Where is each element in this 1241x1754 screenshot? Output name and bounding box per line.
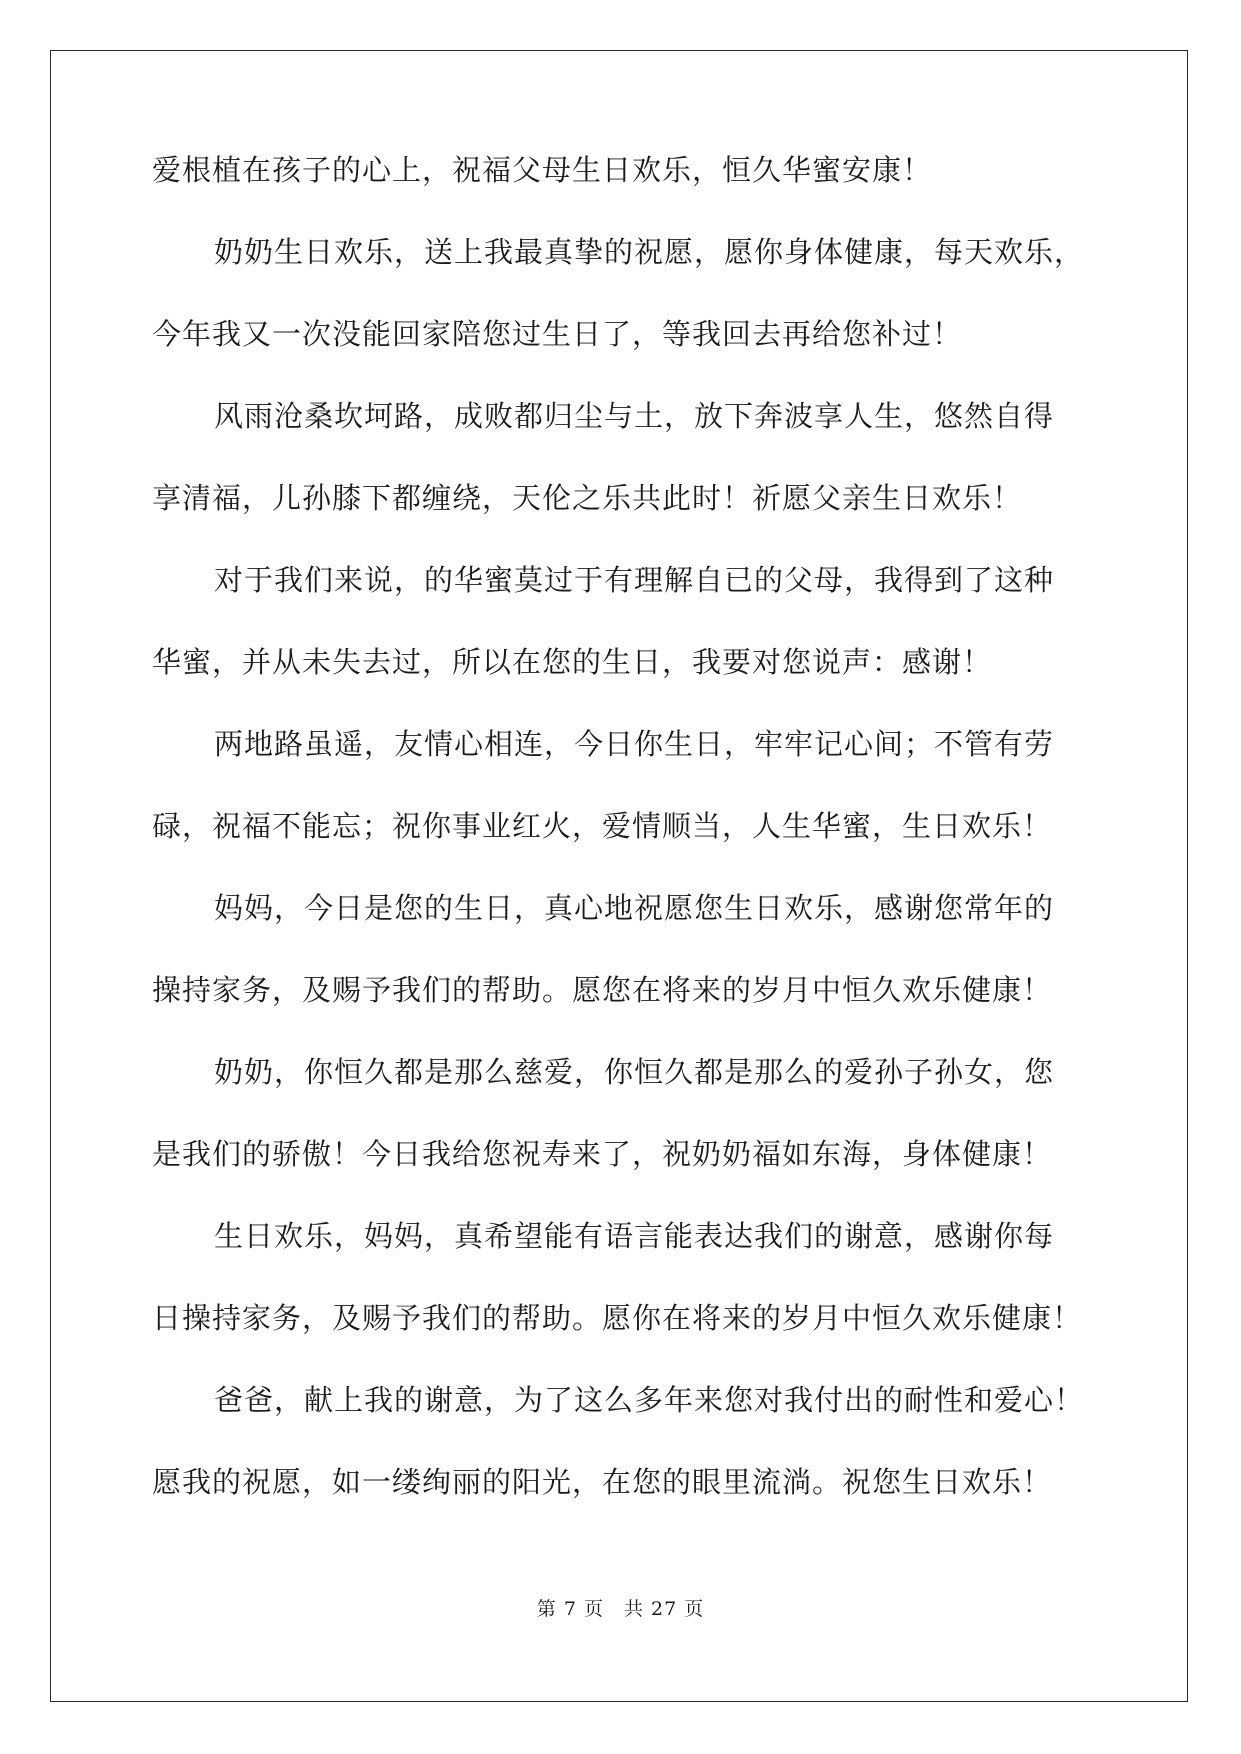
text-line: 华蜜，并从未失去过，所以在您的生日，我要对您说声：感谢！ <box>152 645 993 679</box>
paragraph-continuation <box>152 129 1102 211</box>
paragraph <box>152 375 1102 539</box>
text-line: 今年我又一次没能回家陪您过生日了，等我回去再给您补过！ <box>152 317 963 351</box>
text-line: 风雨沧桑坎坷路，成败都归尘与土，放下奔波享人生，悠然自得 <box>214 399 1055 433</box>
paragraph <box>152 211 1102 375</box>
paragraph <box>152 1359 1102 1523</box>
text-line: 生日欢乐，妈妈，真希望能有语言能表达我们的谢意，感谢你每 <box>214 1219 1055 1253</box>
paragraph <box>152 1195 1102 1359</box>
document-body <box>152 153 1102 1523</box>
text-line: 愿我的祝愿，如一缕绚丽的阳光，在您的眼里流淌。祝您生日欢乐！ <box>152 1465 1053 1499</box>
text-line: 日操持家务，及赐予我们的帮助。愿你在将来的岁月中恒久欢乐健康！ <box>152 1301 1083 1335</box>
paragraph <box>152 1031 1102 1195</box>
text-line: 爸爸，献上我的谢意，为了这么多年来您对我付出的耐性和爱心！ <box>214 1383 1085 1417</box>
paragraph <box>152 539 1102 703</box>
text-line: 享清福，儿孙膝下都缠绕，天伦之乐共此时！祈愿父亲生日欢乐！ <box>152 481 1023 515</box>
text-line: 两地路虽遥，友情心相连，今日你生日，牢牢记心间；不管有劳 <box>214 727 1055 761</box>
text-line: 碌，祝福不能忘；祝你事业红火，爱情顺当，人生华蜜，生日欢乐！ <box>152 809 1053 843</box>
text-line: 妈妈，今日是您的生日，真心地祝愿您生日欢乐，感谢您常年的 <box>214 891 1055 925</box>
text-line: 是我们的骄傲！今日我给您祝寿来了，祝奶奶福如东海，身体健康！ <box>152 1137 1053 1171</box>
page-number-footer: 第 7 页 共 27 页 <box>536 1598 705 1620</box>
paragraph <box>152 867 1102 1031</box>
paragraph <box>152 703 1102 867</box>
text-line: 奶奶，你恒久都是那么慈爱，你恒久都是那么的爱孙子孙女，您 <box>214 1055 1055 1089</box>
text-line: 奶奶生日欢乐，送上我最真挚的祝愿，愿你身体健康，每天欢乐， <box>214 235 1085 269</box>
text-line: 对于我们来说，的华蜜莫过于有理解自已的父母，我得到了这种 <box>214 563 1055 597</box>
text-line: 操持家务，及赐予我们的帮助。愿您在将来的岁月中恒久欢乐健康！ <box>152 973 1053 1007</box>
text-line: 爱根植在孩子的心上，祝福父母生日欢乐，恒久华蜜安康！ <box>152 153 933 187</box>
